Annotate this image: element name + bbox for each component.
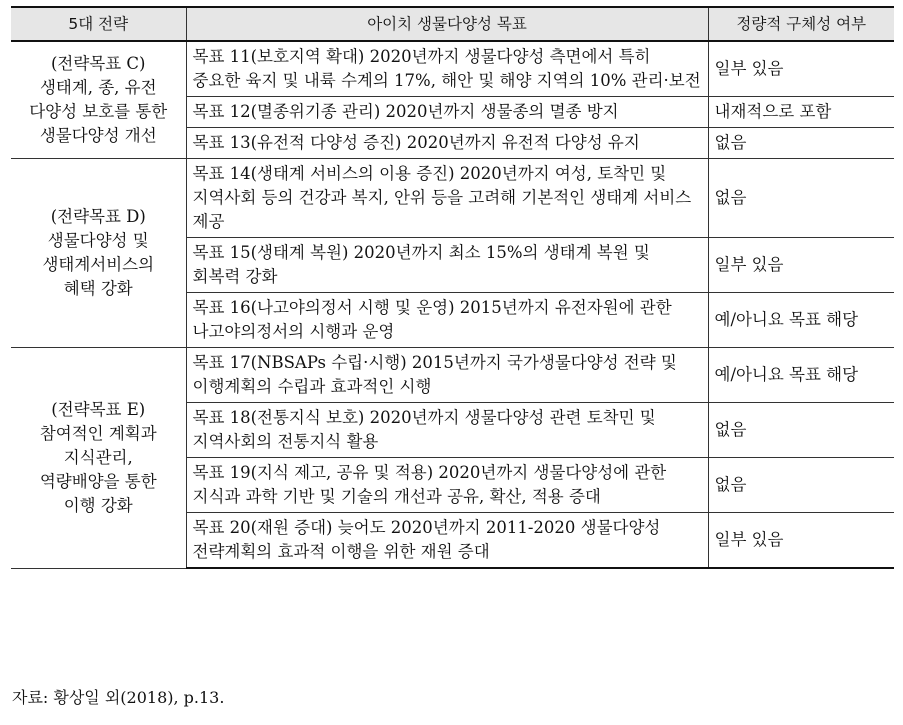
quant-cell: 없음 bbox=[708, 128, 894, 159]
quant-cell: 일부 있음 bbox=[708, 41, 894, 97]
target-cell: 목표 19(지식 제고, 공유 및 적용) 2020년까지 생물다양성에 관한 지식과 과학 기반 및 기술의 개선과 공유, 확산, 적용 증대 bbox=[186, 458, 708, 513]
strategy-line: 지식관리, bbox=[63, 447, 133, 467]
table-row bbox=[11, 159, 894, 238]
aichi-targets-table bbox=[11, 6, 894, 569]
table-row bbox=[11, 348, 894, 403]
quant-cell: 일부 있음 bbox=[708, 238, 894, 293]
strategy-line: (전략목표 C) bbox=[50, 54, 146, 73]
target-cell: 목표 12(멸종위기종 관리) 2020년까지 생물종의 멸종 방지 bbox=[186, 97, 708, 128]
header-target: 아이치 생물다양성 목표 bbox=[186, 7, 708, 41]
strategy-line: 생태계, 종, 유전 bbox=[39, 78, 157, 97]
strategy-line: 참여적인 계획과 bbox=[39, 423, 157, 443]
strategy-line: (전략목표 D) bbox=[50, 207, 146, 226]
target-cell: 목표 17(NBSAPs 수립·시행) 2015년까지 국가생물다양성 전략 및 이행계획의 수립과 효과적인 시행 bbox=[186, 348, 708, 403]
quant-cell: 없음 bbox=[708, 403, 894, 458]
table-row bbox=[11, 41, 894, 97]
quant-cell: 내재적으로 포함 bbox=[708, 97, 894, 128]
quant-cell: 일부 있음 bbox=[708, 513, 894, 569]
source-note: 자료: 황상일 외(2018), p.13. bbox=[12, 688, 225, 707]
strategy-line: 다양성 보호를 통한 bbox=[29, 102, 168, 121]
target-cell: 목표 20(재원 증대) 늦어도 2020년까지 2011-2020 생물다양성 전략계획의 효과적 이행을 위한 재원 증대 bbox=[186, 513, 708, 569]
target-cell: 목표 13(유전적 다양성 증진) 2020년까지 유전적 다양성 유지 bbox=[186, 128, 708, 159]
quant-cell: 예/아니요 목표 해당 bbox=[708, 293, 894, 348]
target-cell: 목표 11(보호지역 확대) 2020년까지 생물다양성 측면에서 특히 중요한 육지 및 내륙 수계의 17%, 해안 및 해양 지역의 10% 관리·보전 bbox=[186, 41, 708, 97]
strategy-line: 생물다양성 및 bbox=[47, 231, 149, 250]
quant-cell: 없음 bbox=[708, 458, 894, 513]
strategy-line: 혜택 강화 bbox=[63, 279, 133, 298]
strategy-line: 생물다양성 개선 bbox=[39, 126, 157, 145]
strategy-cell-d bbox=[11, 159, 186, 348]
header-row bbox=[11, 7, 894, 41]
target-cell: 목표 14(생태계 서비스의 이용 증진) 2020년까지 여성, 토착민 및 지역사회 등의 건강과 복지, 안위 등을 고려해 기본적인 생태계 서비스 제공 bbox=[186, 159, 708, 238]
strategy-line: 생태계서비스의 bbox=[42, 255, 155, 274]
header-strategy: 5대 전략 bbox=[11, 7, 186, 41]
strategy-cell-c bbox=[11, 41, 186, 159]
header-quant: 정량적 구체성 여부 bbox=[708, 7, 894, 41]
quant-cell: 예/아니요 목표 해당 bbox=[708, 348, 894, 403]
quant-cell: 없음 bbox=[708, 159, 894, 238]
target-cell: 목표 15(생태계 복원) 2020년까지 최소 15%의 생태계 복원 및 회복력 강화 bbox=[186, 238, 708, 293]
strategy-line: 역량배양을 통한 bbox=[39, 471, 157, 491]
strategy-line: (전략목표 E) bbox=[51, 399, 146, 419]
strategy-line: 이행 강화 bbox=[63, 495, 133, 515]
strategy-cell-e bbox=[11, 348, 186, 569]
target-cell: 목표 16(나고야의정서 시행 및 운영) 2015년까지 유전자원에 관한 나고야의정서의 시행과 운영 bbox=[186, 293, 708, 348]
target-cell: 목표 18(전통지식 보호) 2020년까지 생물다양성 관련 토착민 및 지역사회의 전통지식 활용 bbox=[186, 403, 708, 458]
